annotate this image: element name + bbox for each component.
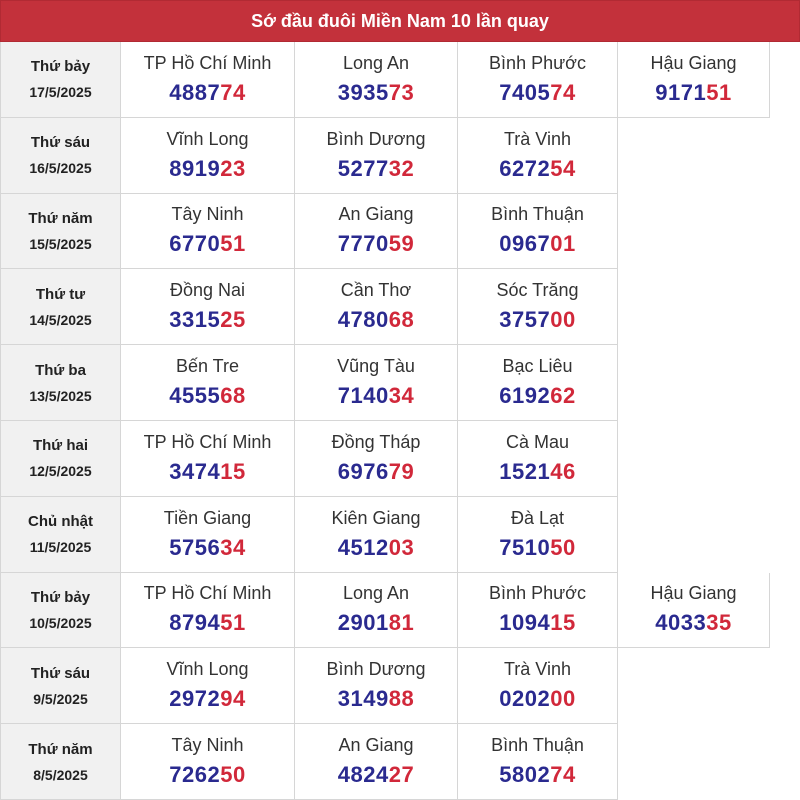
table-row [0, 421, 800, 497]
province-result-cell [295, 648, 458, 724]
province-name: Hậu Giang [650, 583, 737, 604]
province-name: Vũng Tàu [337, 356, 415, 377]
number-tail-digits: 46 [550, 458, 576, 484]
empty-cell [618, 194, 770, 270]
province-result-cell [458, 724, 618, 800]
date-cell [0, 724, 121, 800]
date-cell [0, 345, 121, 421]
date-cell [0, 648, 121, 724]
province-name: Cà Mau [505, 431, 570, 452]
table-row [0, 118, 800, 194]
number-head-digits: 7140 [337, 383, 389, 409]
province-name: Long An [342, 583, 410, 604]
province-result-cell [295, 724, 458, 800]
number-head-digits: 5802 [499, 762, 551, 788]
number-tail-digits: 74 [550, 762, 576, 788]
province-result-cell [121, 421, 295, 497]
empty-cell [618, 421, 770, 497]
number-head-digits: 6976 [337, 458, 389, 484]
result-number [338, 383, 414, 409]
number-tail-digits: 73 [388, 79, 415, 105]
number-tail-digits: 25 [220, 307, 246, 333]
result-number [169, 156, 245, 182]
draw-date: 13/5/2025 [29, 387, 92, 404]
empty-cell [618, 724, 770, 800]
number-tail-digits: 50 [550, 534, 576, 560]
province-result-cell [295, 269, 458, 345]
number-tail-digits: 51 [706, 79, 732, 105]
province-result-cell [121, 573, 295, 649]
draw-date: 16/5/2025 [29, 160, 92, 177]
result-number [169, 307, 245, 333]
number-tail-digits: 54 [550, 155, 576, 181]
table-row [0, 497, 800, 573]
province-result-cell [121, 497, 295, 573]
weekday-label: Thứ tư [35, 285, 86, 303]
result-number [499, 383, 575, 409]
province-name: Bến Tre [175, 356, 240, 377]
number-head-digits: 4780 [337, 307, 389, 333]
table-row [0, 573, 800, 649]
province-name: TP Hồ Chí Minh [143, 431, 272, 452]
number-tail-digits: 27 [388, 762, 415, 788]
number-head-digits: 6192 [499, 383, 551, 409]
empty-cell [618, 269, 770, 345]
draw-date: 17/5/2025 [29, 84, 92, 101]
province-result-cell [618, 573, 770, 649]
table-row [0, 724, 800, 800]
result-number [338, 686, 414, 712]
weekday-label: Thứ hai [32, 437, 89, 455]
number-tail-digits: 01 [550, 231, 576, 257]
number-head-digits: 6770 [169, 231, 221, 257]
number-tail-digits: 00 [550, 307, 576, 333]
province-name: TP Hồ Chí Minh [143, 583, 272, 604]
province-name: Đà Lạt [510, 507, 565, 528]
province-name: Vĩnh Long [166, 128, 249, 149]
empty-cell [618, 118, 770, 194]
draw-date: 14/5/2025 [29, 311, 92, 328]
number-head-digits: 2901 [337, 610, 389, 636]
province-result-cell [121, 118, 295, 194]
result-number [169, 459, 245, 485]
number-head-digits: 8919 [169, 155, 221, 181]
province-result-cell [458, 269, 618, 345]
province-result-cell [295, 194, 458, 270]
table-row [0, 194, 800, 270]
number-tail-digits: 74 [550, 79, 576, 105]
results-table [0, 42, 800, 800]
province-result-cell [295, 118, 458, 194]
province-name: Kiên Giang [331, 507, 421, 528]
province-result-cell [458, 118, 618, 194]
province-name: Đồng Nai [169, 280, 246, 301]
province-name: Tây Ninh [171, 735, 244, 756]
result-number [169, 231, 245, 257]
province-name: Bình Dương [326, 659, 426, 680]
province-result-cell [295, 421, 458, 497]
number-tail-digits: 68 [388, 307, 415, 333]
table-row [0, 269, 800, 345]
number-tail-digits: 23 [220, 155, 246, 181]
province-result-cell [121, 194, 295, 270]
weekday-label: Thứ bảy [30, 58, 91, 76]
province-result-cell [295, 497, 458, 573]
province-name: Cần Thơ [340, 280, 412, 301]
province-name: An Giang [338, 735, 414, 756]
number-head-digits: 7510 [499, 534, 551, 560]
date-cell [0, 118, 121, 194]
result-number [499, 307, 575, 333]
result-number [499, 686, 575, 712]
number-tail-digits: 59 [388, 231, 415, 257]
number-head-digits: 4512 [337, 534, 389, 560]
weekday-label: Thứ năm [28, 209, 93, 227]
weekday-label: Thứ bảy [30, 588, 91, 606]
empty-cell [618, 497, 770, 573]
number-tail-digits: 03 [388, 534, 415, 560]
province-name: Tiền Giang [163, 507, 252, 528]
number-head-digits: 2972 [169, 686, 221, 712]
result-number [338, 156, 414, 182]
number-head-digits: 7262 [169, 762, 221, 788]
result-number [655, 610, 731, 636]
result-number [169, 686, 245, 712]
province-result-cell [458, 573, 618, 649]
province-result-cell [458, 648, 618, 724]
table-title: Sớ đầu đuôi Miền Nam 10 lần quay [0, 0, 800, 42]
number-tail-digits: 32 [388, 155, 415, 181]
number-head-digits: 7770 [337, 231, 389, 257]
number-head-digits: 5277 [337, 155, 389, 181]
number-tail-digits: 00 [550, 686, 576, 712]
number-head-digits: 7405 [499, 79, 551, 105]
number-tail-digits: 51 [220, 610, 246, 636]
province-result-cell [121, 648, 295, 724]
number-tail-digits: 74 [220, 79, 246, 105]
province-result-cell [295, 573, 458, 649]
number-head-digits: 4887 [169, 79, 221, 105]
number-head-digits: 4824 [337, 762, 389, 788]
table-row [0, 42, 800, 118]
result-number [499, 156, 575, 182]
result-number [338, 762, 414, 788]
result-number [499, 231, 575, 257]
number-head-digits: 3757 [499, 307, 551, 333]
province-name: Bình Phước [489, 52, 586, 73]
number-head-digits: 3474 [169, 458, 221, 484]
result-number [338, 535, 414, 561]
number-head-digits: 9171 [655, 79, 707, 105]
date-cell [0, 497, 121, 573]
number-tail-digits: 15 [550, 610, 576, 636]
date-cell [0, 42, 121, 118]
province-name: Bình Thuận [491, 735, 584, 756]
result-number [169, 535, 245, 561]
number-head-digits: 3149 [337, 686, 389, 712]
weekday-label: Thứ sáu [30, 134, 91, 152]
province-result-cell [618, 42, 770, 118]
province-name: TP Hồ Chí Minh [143, 52, 272, 73]
number-tail-digits: 34 [388, 383, 415, 409]
table-row [0, 345, 800, 421]
result-number [338, 307, 414, 333]
number-head-digits: 5756 [169, 534, 221, 560]
result-number [169, 383, 245, 409]
number-head-digits: 0202 [499, 686, 551, 712]
province-result-cell [295, 42, 458, 118]
number-head-digits: 1094 [499, 610, 551, 636]
draw-date: 9/5/2025 [33, 690, 88, 707]
result-number [499, 535, 575, 561]
draw-date: 10/5/2025 [29, 614, 92, 631]
draw-date: 12/5/2025 [29, 463, 92, 480]
result-number [338, 610, 414, 636]
weekday-label: Thứ sáu [30, 664, 91, 682]
province-result-cell [458, 421, 618, 497]
date-cell [0, 269, 121, 345]
draw-date: 15/5/2025 [29, 235, 92, 252]
result-number [499, 80, 575, 106]
result-number [169, 80, 245, 106]
number-tail-digits: 50 [220, 762, 246, 788]
result-number [499, 610, 575, 636]
result-number [169, 762, 245, 788]
result-number [338, 80, 414, 106]
number-head-digits: 4033 [655, 610, 707, 636]
province-result-cell [458, 42, 618, 118]
province-name: Bình Phước [489, 583, 586, 604]
number-head-digits: 1521 [499, 458, 551, 484]
province-result-cell [121, 724, 295, 800]
result-number [499, 762, 575, 788]
province-name: Sóc Trăng [496, 280, 579, 301]
weekday-label: Chủ nhật [28, 513, 93, 531]
result-number [169, 610, 245, 636]
number-tail-digits: 88 [388, 686, 415, 712]
number-tail-digits: 35 [706, 610, 732, 636]
province-result-cell [458, 497, 618, 573]
number-head-digits: 3315 [169, 307, 221, 333]
date-cell [0, 573, 121, 649]
weekday-label: Thứ năm [28, 740, 93, 758]
result-number [655, 80, 731, 106]
date-cell [0, 421, 121, 497]
province-result-cell [458, 345, 618, 421]
province-name: Bình Dương [326, 128, 426, 149]
number-head-digits: 4555 [169, 383, 221, 409]
province-name: Đồng Tháp [331, 431, 421, 452]
number-tail-digits: 62 [550, 383, 576, 409]
province-name: Tây Ninh [171, 204, 244, 225]
table-row [0, 648, 800, 724]
result-number [338, 459, 414, 485]
number-head-digits: 3935 [337, 79, 389, 105]
province-result-cell [295, 345, 458, 421]
province-name: Hậu Giang [650, 52, 737, 73]
empty-cell [618, 648, 770, 724]
province-name: Trà Vinh [503, 128, 572, 149]
draw-date: 11/5/2025 [29, 539, 92, 556]
weekday-label: Thứ ba [35, 361, 86, 379]
date-cell [0, 194, 121, 270]
province-result-cell [121, 42, 295, 118]
number-tail-digits: 15 [220, 458, 246, 484]
number-tail-digits: 51 [220, 231, 246, 257]
province-name: Bạc Liêu [502, 356, 573, 377]
result-number [499, 459, 575, 485]
province-name: Long An [342, 52, 410, 73]
number-tail-digits: 79 [388, 458, 415, 484]
number-tail-digits: 34 [220, 534, 246, 560]
number-tail-digits: 81 [388, 610, 415, 636]
number-tail-digits: 94 [220, 686, 246, 712]
province-name: Trà Vinh [503, 659, 572, 680]
province-result-cell [121, 269, 295, 345]
province-name: An Giang [338, 204, 414, 225]
province-result-cell [458, 194, 618, 270]
number-head-digits: 8794 [169, 610, 221, 636]
result-number [338, 231, 414, 257]
province-result-cell [121, 345, 295, 421]
draw-date: 8/5/2025 [33, 766, 88, 783]
number-head-digits: 0967 [499, 231, 551, 257]
number-tail-digits: 68 [220, 383, 246, 409]
province-name: Bình Thuận [491, 204, 584, 225]
empty-cell [618, 345, 770, 421]
number-head-digits: 6272 [499, 155, 551, 181]
province-name: Vĩnh Long [166, 659, 249, 680]
